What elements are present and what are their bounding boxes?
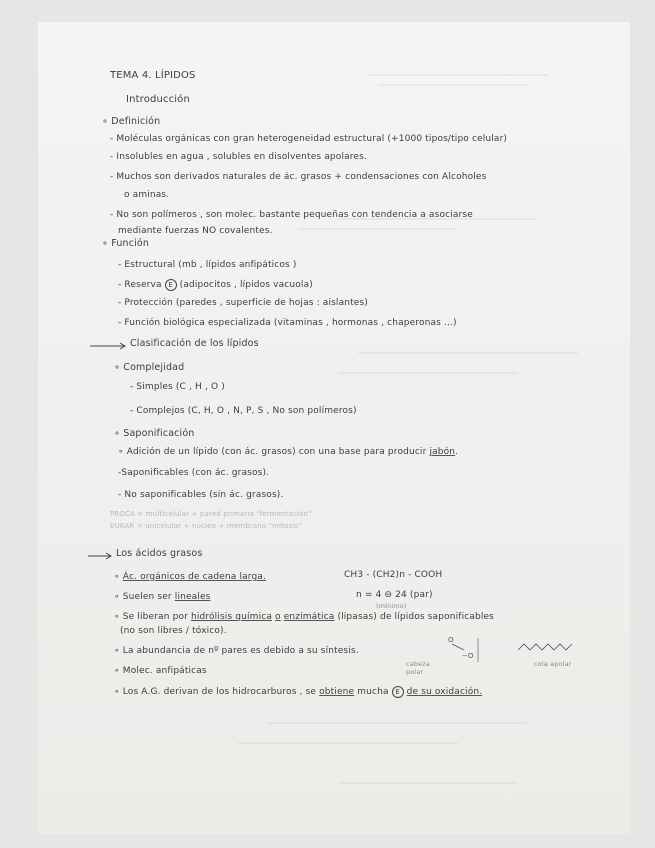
definicion-item-2: - Insolubles en agua , solubles en disolventes apolares. — [110, 152, 367, 162]
n-minimo: (mínimo) — [376, 602, 407, 610]
circled-e-icon: E — [392, 686, 404, 698]
svg-text:−O: −O — [462, 652, 474, 660]
funcion-item-3: - Protección (paredes , superficie de hojas : aislantes) — [118, 298, 368, 308]
funcion-item-2: - Reserva E (adipocitos , lípidos vacuola) — [118, 280, 313, 290]
notebook-page — [38, 22, 630, 834]
simples-item: - Simples (C , H , O ) — [130, 382, 225, 392]
acidos-item-5: ∘ Molec. anfipáticas — [114, 666, 207, 676]
arrow-icon — [90, 342, 130, 350]
complejos-item: - Complejos (C, H, O , N, P, S , No son polímeros) — [130, 406, 357, 416]
definicion-item-4b: mediante fuerzas NO covalentes. — [118, 226, 273, 236]
label-cabeza-polar: cabeza polar — [406, 660, 430, 676]
acidos-item-2: ∘ Suelen ser lineales — [114, 592, 211, 602]
svg-text:O: O — [448, 636, 454, 644]
complejidad-heading: ∘ Complejidad — [114, 362, 185, 373]
funcion-heading: ∘ Función — [102, 238, 150, 249]
definicion-item-3: - Muchos son derivados naturales de ác. grasos + condensaciones con Alcoholes — [110, 172, 487, 182]
acidos-heading: Los ácidos grasos — [116, 548, 203, 559]
definicion-item-4: - No son polímeros , son molec. bastante pequeñas con tendencia a asociarse — [110, 210, 473, 220]
acidos-item-3b: (no son libres / tóxico). — [120, 626, 227, 636]
acidos-item-6: ∘ Los A.G. derivan de los hidrocarburos , se obtiene mucha E de su oxidación. — [114, 687, 483, 697]
adicion-item: ∘ Adición de un lípido (con ác. grasos) con una base para producir jabón. — [118, 447, 459, 457]
definicion-item-3b: o aminas. — [124, 190, 170, 200]
acidos-item-4: ∘ La abundancia de nº pares es debido a su síntesis. — [114, 646, 359, 656]
arrow-icon — [88, 552, 114, 560]
faint-note-1: PROCA = multicelular + pared primaria "fermentación" — [110, 510, 312, 518]
label-cola-apolar: cola apolar — [534, 660, 572, 668]
acidos-item-1: ∘ Ác. orgánicos de cadena larga. — [114, 572, 267, 582]
definicion-item-1: - Moléculas orgánicas con gran heterogeneidad estructural (+1000 tipos/tipo celular) — [110, 134, 508, 144]
funcion-item-4: - Función biológica especializada (vitaminas , hormonas , chaperonas ...) — [118, 318, 457, 328]
faint-note-2: EUKAR = unicelular + núcleo + membrana "mitosis" — [110, 522, 302, 530]
funcion-item-1: - Estructural (mb , lípidos anfipáticos ) — [118, 260, 297, 270]
clasificacion-heading: Clasificación de los lípidos — [130, 338, 259, 349]
acidos-item-3: ∘ Se liberan por hidrólisis química o enzimática (lipasas) de lípidos saponificables — [114, 612, 495, 622]
circled-e-icon: E — [165, 279, 177, 291]
n-equation: n = 4 ⊖ 24 (par) — [356, 590, 433, 600]
saponificables-item: -Saponificables (con ác. grasos). — [118, 468, 270, 478]
page-title: TEMA 4. LÍPIDOS — [110, 70, 196, 81]
saponificacion-heading: ∘ Saponificación — [114, 428, 195, 439]
definicion-heading: ∘ Definición — [102, 116, 161, 127]
formula: CH3 - (CH2)n - COOH — [344, 570, 443, 580]
no-saponificables-item: - No saponificables (sin ác. grasos). — [118, 490, 284, 500]
intro-heading: Introducción — [126, 94, 190, 105]
